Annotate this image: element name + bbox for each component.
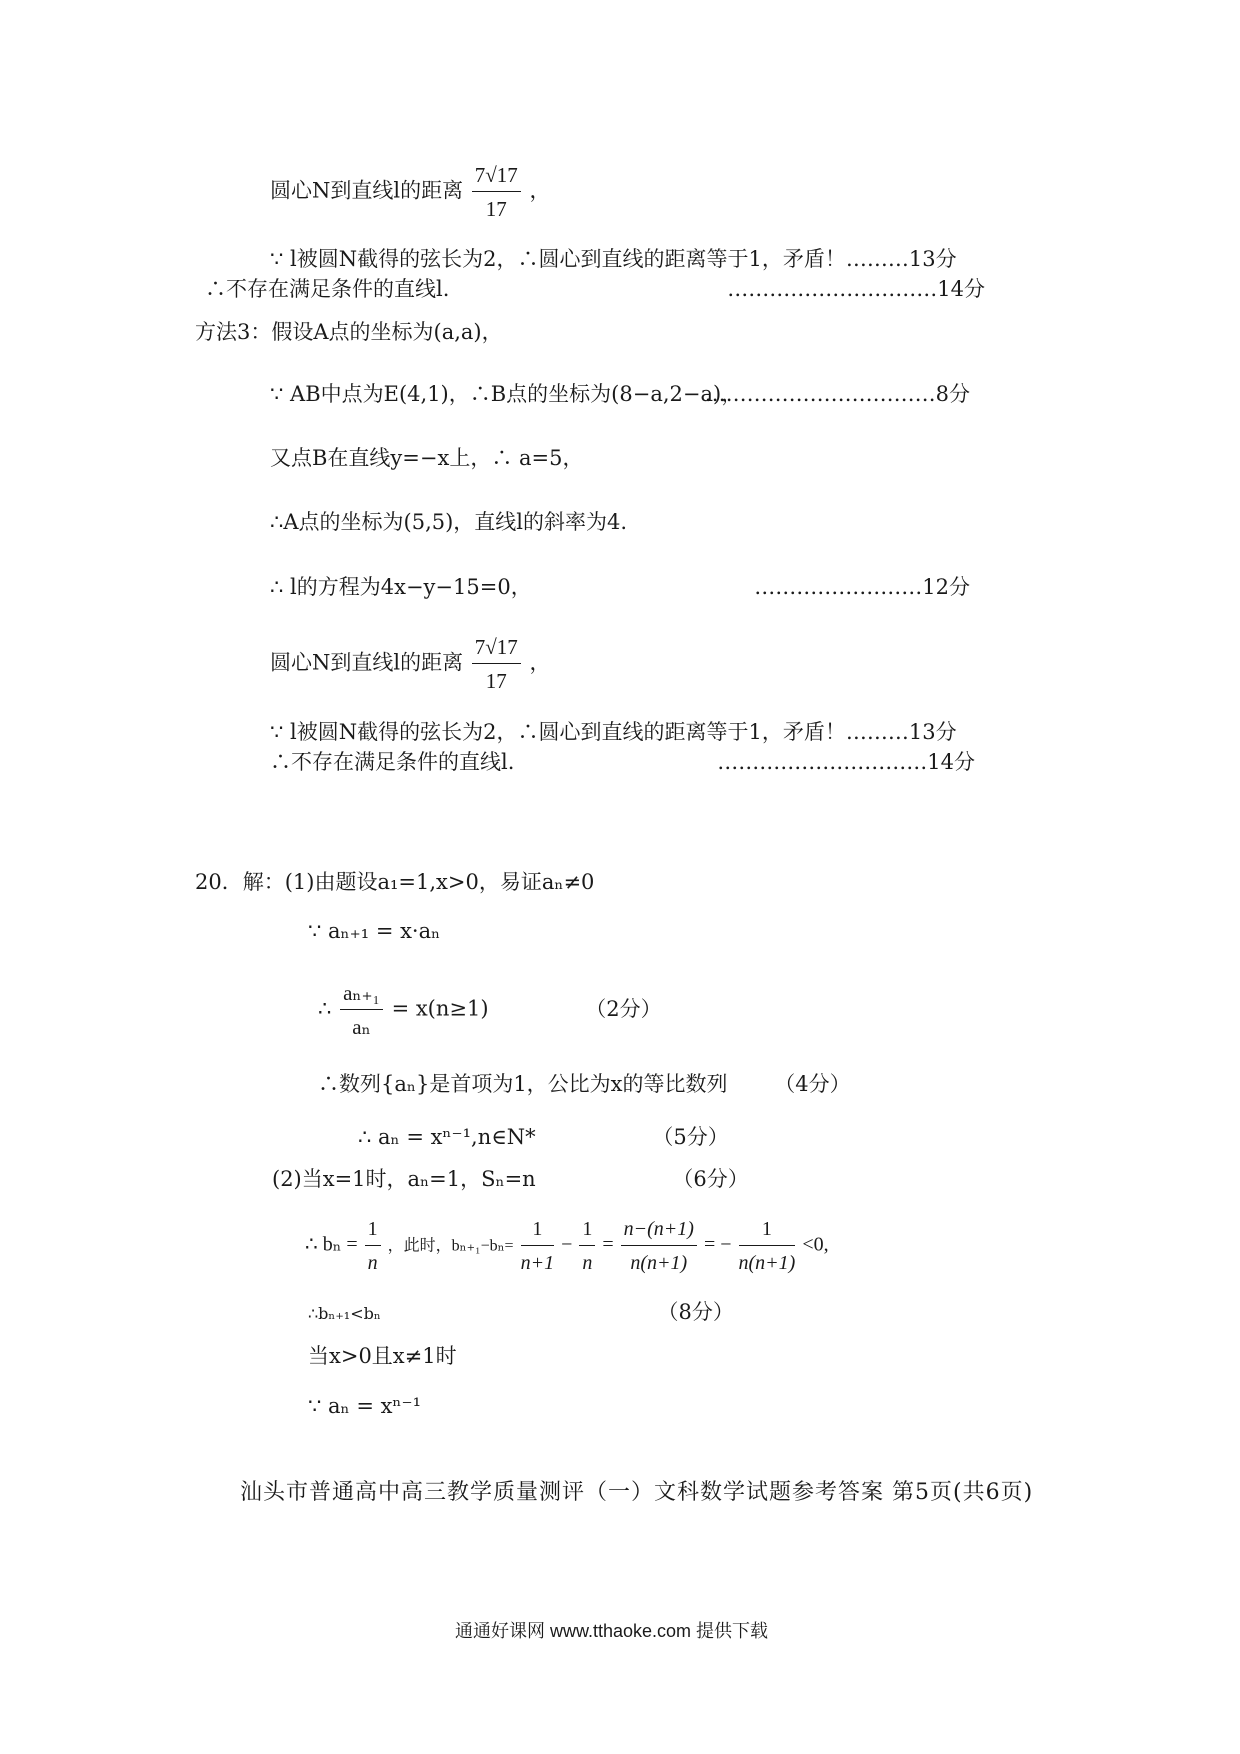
q20-diff-frac1-num: 1 — [521, 1214, 555, 1246]
q20-bn-mid: ，此时，bₙ₊₁−bₙ= — [387, 1237, 514, 1255]
m3-distance-fraction — [472, 632, 521, 696]
q20-recurrence-line: ∵ aₙ₊₁ = x·aₙ — [308, 919, 441, 943]
q20-bn-pre: ∴ bₙ = — [305, 1233, 358, 1256]
m3-equation-score: ……………………12分 — [754, 575, 970, 599]
q20-diff-frac2 — [579, 1214, 595, 1278]
m2-conclusion-score: …………………………14分 — [727, 277, 985, 301]
q20-diff-frac4-num: 1 — [739, 1214, 796, 1246]
q20-geometric-text: ∴数列{aₙ}是首项为1，公比为x的等比数列 — [318, 1072, 728, 1096]
m3-conclusion-line — [270, 748, 975, 776]
q20-general-term-score: （5分） — [652, 1125, 729, 1149]
m3-midpoint-text: ∵ AB中点为E(4,1)，∴B点的坐标为(8−a,2−a)， — [270, 382, 743, 406]
q20-monotone-score: （8分） — [657, 1300, 734, 1324]
m3-distance-text: 圆心N到直线l的距离 — [270, 650, 464, 675]
q20-diff-frac3-den: n(n+1) — [630, 1252, 688, 1274]
m2-frac-den: 17 — [485, 197, 507, 221]
q20-bn-frac-den: n — [367, 1252, 378, 1274]
q20-diff-minus: − — [561, 1233, 573, 1256]
q20-diff-frac3 — [621, 1214, 697, 1278]
q20-diff-frac1 — [521, 1214, 555, 1278]
q20-general-term-line — [358, 1123, 729, 1151]
q20-monotone-line — [308, 1298, 734, 1328]
m2-conclusion-text: ∴不存在满足条件的直线l. — [205, 277, 450, 301]
q20-case-xnot1-line: 当x>0且x≠1时 — [308, 1344, 457, 1368]
q20-diff-frac2-den: n — [582, 1252, 593, 1274]
m3-distance-line — [270, 632, 551, 696]
m2-contradiction-line: ∵ l被圆N截得的弦长为2，∴圆心到直线的距离等于1，矛盾！………13分 — [270, 247, 957, 271]
q20-case-x1-line — [272, 1165, 749, 1193]
m3-equation-line — [270, 573, 970, 601]
q20-ratio-score: （2分） — [585, 996, 662, 1021]
q20-ratio-rest: = x(n≥1) — [391, 996, 489, 1021]
q20-diff-frac4 — [739, 1214, 796, 1278]
q20-diff-eq2: = − — [703, 1233, 732, 1256]
q20-diff-tail: <0, — [802, 1233, 829, 1256]
q20-diff-eq: = — [602, 1233, 614, 1256]
q20-monotone-text: ∴bₙ₊₁<bₙ — [308, 1304, 381, 1323]
m3-slope-line: ∴A点的坐标为(5,5)，直线l的斜率为4. — [270, 510, 628, 534]
q20-diff-frac3-num: n−(n+1) — [621, 1214, 697, 1246]
q20-ratio-fraction — [340, 978, 383, 1042]
m3-conclusion-text: ∴不存在满足条件的直线l. — [270, 750, 515, 774]
m2-distance-tail: ， — [529, 178, 551, 203]
m2-frac-num: 7√17 — [472, 160, 521, 192]
m3-distance-tail: ， — [529, 650, 551, 675]
q20-diff-frac4-den: n(n+1) — [738, 1252, 796, 1274]
m3-pointb-line: 又点B在直线y=−x上，∴ a=5， — [270, 446, 584, 470]
q20-therefore: ∴ — [318, 996, 332, 1021]
q20-intro-line: 20．解：(1)由题设a₁=1,x>0，易证aₙ≠0 — [195, 870, 595, 894]
page-footer: 汕头市普通高中高三教学质量测评（一）文科数学试题参考答案 第5页(共6页) — [240, 1480, 1034, 1505]
q20-ratio-den: aₙ — [352, 1015, 371, 1039]
q20-case-x1-score: （6分） — [672, 1167, 749, 1191]
watermark: 通通好课网 www.tthaoke.com 提供下载 — [455, 1621, 769, 1641]
m3-frac-num: 7√17 — [472, 632, 521, 664]
q20-bn-fraction — [365, 1214, 381, 1278]
q20-diff-frac2-num: 1 — [579, 1214, 595, 1246]
m3-midpoint-line — [270, 380, 970, 408]
q20-an-line: ∵ aₙ = xⁿ⁻¹ — [308, 1394, 422, 1418]
m2-conclusion-line — [205, 275, 985, 303]
m2-distance-line — [270, 160, 551, 224]
m3-equation-text: ∴ l的方程为4x−y−15=0， — [270, 575, 532, 599]
q20-bn-frac-num: 1 — [365, 1214, 381, 1246]
m3-title: 方法3：假设A点的坐标为(a,a)， — [195, 320, 503, 344]
m2-distance-text: 圆心N到直线l的距离 — [270, 178, 464, 203]
m3-midpoint-score: ……………………………8分 — [704, 382, 970, 406]
m3-conclusion-score: …………………………14分 — [717, 750, 975, 774]
q20-diff-frac1-den: n+1 — [520, 1252, 555, 1274]
q20-ratio-num: aₙ₊₁ — [340, 978, 383, 1010]
q20-ratio-line — [318, 978, 662, 1042]
q20-bn-line — [305, 1214, 829, 1278]
m3-contradiction-line: ∵ l被圆N截得的弦长为2，∴圆心到直线的距离等于1，矛盾！………13分 — [270, 720, 957, 744]
q20-case-x1-text: (2)当x=1时，aₙ=1，Sₙ=n — [272, 1167, 536, 1191]
m2-distance-fraction — [472, 160, 521, 224]
q20-geometric-score: （4分） — [774, 1072, 851, 1096]
m3-frac-den: 17 — [485, 669, 507, 693]
q20-geometric-line — [318, 1070, 851, 1098]
q20-general-term-text: ∴ aₙ = xⁿ⁻¹,n∈N* — [358, 1125, 536, 1149]
